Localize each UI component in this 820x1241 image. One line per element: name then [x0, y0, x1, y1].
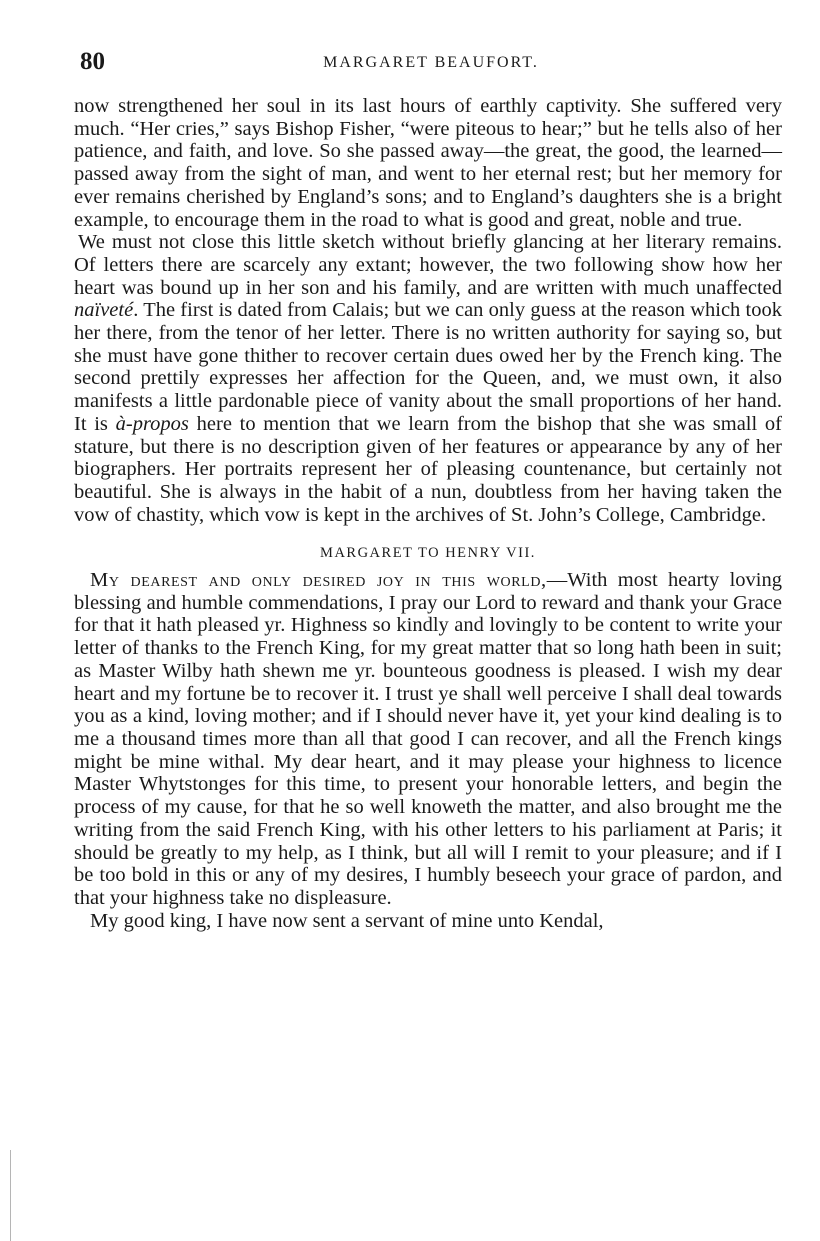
literary-remains-text-2: . The first is dated from Calais; but we can only guess at the reason which took her there, from the tenor of her letter. There is no written authority for saying so, but she must have gone thither to recover certain dues owed her by the French king. The second prettily expresses her affection for the Queen, and, we must own, it also manifests a little pardonable piece of vanity about the small proportions of her hand. It is	[74, 299, 782, 435]
italic-naivete: naïveté	[74, 299, 134, 322]
paragraph-literary-remains	[74, 231, 782, 526]
letter-salutation: My dearest and only desired joy in this world,	[90, 569, 547, 592]
page-edge-line	[10, 1150, 11, 1241]
letter-paragraph	[74, 569, 782, 910]
paragraph-closing-life: now strengthened her soul in its last hours of earthly captivity. She suffered very much. “Her cries,” says Bishop Fisher, “were piteous to hear;” but he tells also of her patience, and faith, and love. So she passed away—the great, the good, the learned—passed away from the sight of man, and went to her eternal rest; but her memory for ever remains cherished by England’s sons; and to England’s daughters she is a bright example, to encourage them in the road to what is good and great, noble and true.	[74, 95, 782, 231]
letter-heading: MARGARET TO HENRY VII.	[320, 545, 536, 562]
page-header	[80, 48, 782, 78]
paragraph-final-line: My good king, I have now sent a servant of mine unto Kendal,	[90, 909, 604, 932]
literary-remains-text-3: here to mention that we learn from the bishop that she was small of stature, but there is no description given of her features or appearance by any of her biographers. Her portraits represent her of pleasing countenance, but certainly not beautiful. She is always in the habit of a nun, doubtless from her having taken the vow of chastity, which vow is kept in the archives of St. John’s College, Cambridge.	[74, 412, 782, 526]
page-number: 80	[80, 48, 105, 75]
page-body	[74, 95, 782, 932]
letter-body: —With most hearty loving blessing and humble commendations, I pray our Lord to reward and thank your Grace for that it hath pleased yr. Highness so kindly and lovingly to be content to write your letter of thanks to the French King, for my great matter that so long hath been in suit; as Master Wilby hath shewn me yr. bounteous goodness is pleased. I wish my dear heart and my fortune be to recover it. I trust ye shall well perceive I shall deal towards you as a kind, loving mother; and if I should never have it, yet your kind dealing is to me a thousand times more than all that good I can recover, and all the French kings might be mine withal. My dear heart, and it may please your highness to licence Master Whytstonges for this time, to present your honorable letters, and begin the process of my cause, for that he so well knoweth the matter, and also brought me the writing from the said French King, with his other letters to his parliament at Paris; it should be greatly to my help, as I think, but all will I remit to your pleasure; and if I be too bold in this or any of my desires, I humbly beseech your grace of pardon, and that your highness take no displeasure.	[74, 569, 782, 909]
running-title: MARGARET BEAUFORT.	[323, 54, 539, 71]
literary-remains-text-1: We must not close this little sketch without briefly glancing at her literary remains. Of letters there are scarcely any extant; however, the two following show how her heart was bound up in her son and his family, and are written with much unaffected	[74, 231, 782, 299]
italic-a-propos: à-propos	[115, 412, 189, 435]
